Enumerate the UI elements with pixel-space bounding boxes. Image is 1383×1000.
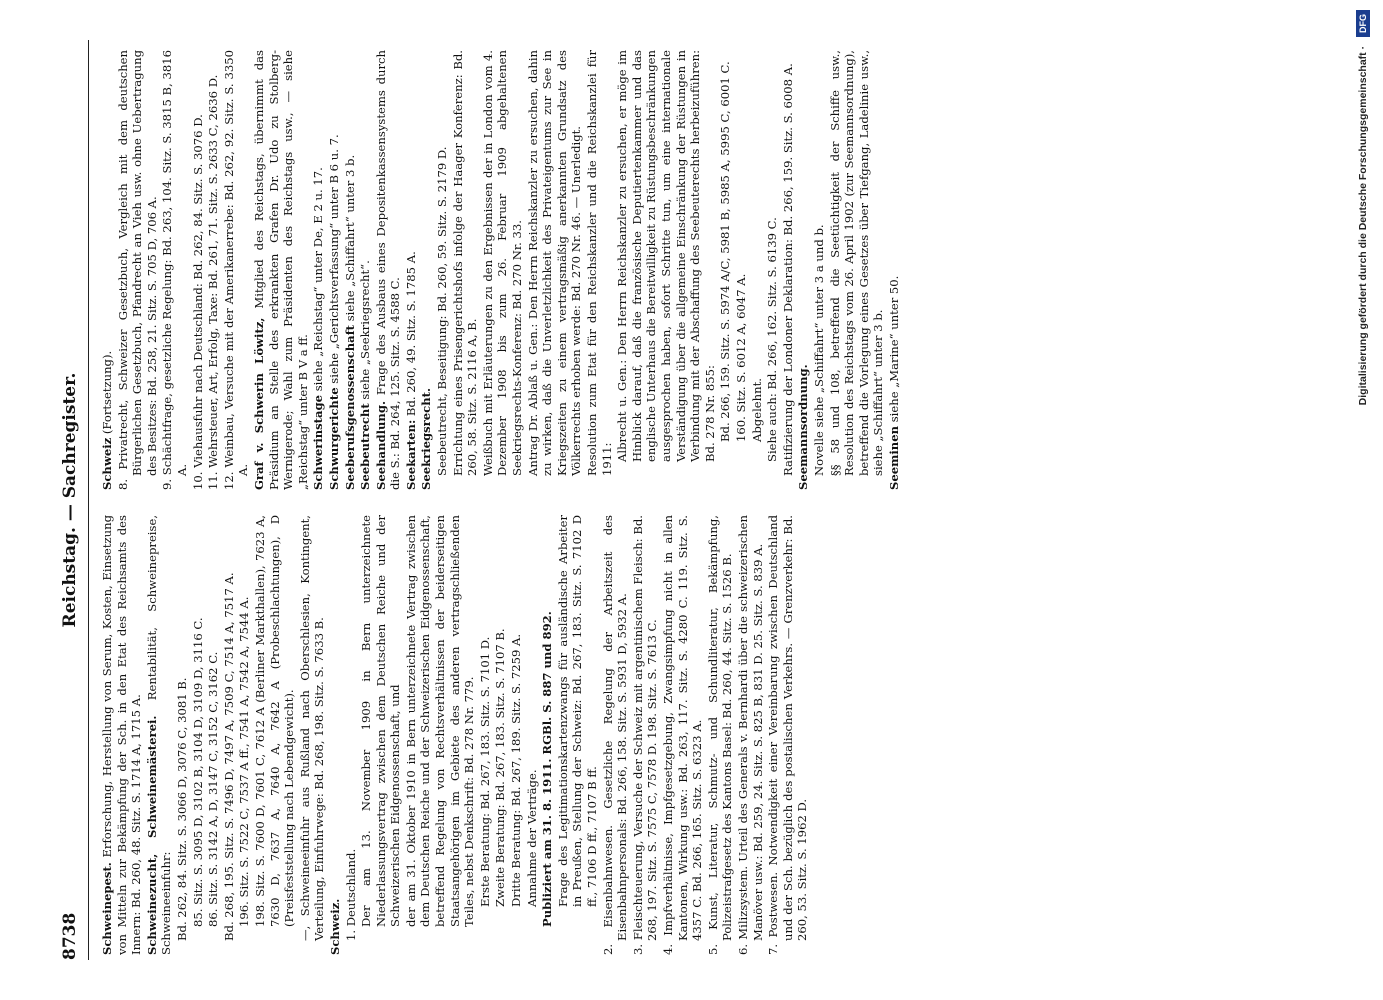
page-number: 8738: [60, 912, 80, 960]
index-entry: [766, 515, 810, 955]
index-entry: [781, 50, 796, 490]
entry-keyword: Schwerinstage: [311, 394, 326, 490]
index-entry: [828, 50, 886, 490]
entry-text: Weißbuch mit Erläuterungen zu den Ergebnissen der in London vom 4. Dezember 1908 bis zum 26. Februar 1909 abgehaltenen Seekriegsrechts-Konferenz: Bd. 270 Nr. 33.: [480, 50, 525, 476]
index-entry: [812, 50, 827, 490]
entry-text: Bd. 260, 49. Sitz. S. 1785 A.: [403, 251, 418, 417]
index-entry: [145, 515, 174, 955]
entry-keyword: Seeminen: [886, 425, 901, 490]
entry-text: 8. Privatrecht, Schweizer Gesetzbuch, Vergleich mit dem deutschen Bürgerlichen Gesetzbuch, Pfandrecht an Vieh usw. ohne Uebertragung des Besitzes: Bd. 258, 21. Sitz. S. 705 D, 706 A.: [115, 50, 159, 490]
entry-text: 85. Sitz. S. 3095 D, 3102 B, 3104 D, 3109 D, 3116 C.: [190, 617, 205, 927]
index-entry: [556, 515, 600, 955]
entry-text: 3. Fleischteuerung, Versuche der Schweiz mit argentinischem Fleisch: Bd. 268, 197. Sitz. S. 7575 C, 7578 D. 198. Sitz. S. 7613 C.: [630, 515, 660, 955]
index-entry: [100, 50, 115, 490]
credit-text: Digitalisierung gefördert durch die Deutsche Forschungsgemeinschaft ·: [1357, 45, 1369, 406]
index-entry: [631, 515, 660, 955]
entry-text: Der am 13. November 1909 in Bern unterzeichnete Niederlassungsvertrag zwischen dem Deutschen Reiche und der Schweizerischen Eidgenossenschaft, und: [359, 515, 403, 927]
entry-keyword: Seehandlung.: [373, 400, 388, 490]
index-entry: [765, 50, 780, 490]
entry-text: Frage des Legitimationskartenzwangs für ausländische Arbeiter in Preußen, Stellung der Schweiz: Bd. 267, 183. Sitz. S. 7102 D ff., 7106 D ff., 7107 B ff.: [555, 515, 599, 907]
index-entry: [191, 515, 206, 955]
entry-text: Mitglied des Reichstags, übernimmt das Präsidium an Stelle des erkrankten Grafen Dr. Udo zu Stolberg-Wernigerode; Wahl zum Präsidenten des Reichstags usw., — siehe „Reichstag“ unter B V a ff.: [251, 50, 310, 490]
entry-text: —, Schweineeinfuhr aus Rußland nach Oberschlesien, Kontingent, Verteilung, Einfuhrwege: Bd. 268, 198. Sitz. S. 7633 B.: [297, 515, 327, 941]
entry-keyword: Schweiz: [100, 437, 114, 490]
entry-text: siehe „Schiffahrt“ unter 3 b.: [342, 154, 357, 322]
entry-text: Dritte Beratung: Bd. 267, 189. Sitz. S. 7259 A.: [509, 633, 524, 907]
index-entry: [526, 50, 584, 490]
index-entry: [311, 50, 326, 490]
index-entry: [601, 515, 630, 955]
entry-text: 198. Sitz. S. 7600 D, 7601 C, 7612 A (Berliner Markthallen), 7623 A, 7630 D, 7637 A, 7640 A, 7642 A (Probeschlachtungen), D (Preisfeststellung nach Lebendgewicht).: [252, 515, 297, 927]
index-entry: [887, 50, 902, 490]
index-entry: [718, 50, 733, 490]
entry-text: siehe „Seekriegsrecht“.: [358, 260, 373, 400]
index-entry: [253, 515, 297, 955]
entry-keyword: Seekriegsrecht.: [419, 387, 434, 490]
entry-text: 160. Sitz. S. 6012 A, 6047 A.: [733, 273, 748, 442]
index-entry: [344, 515, 359, 955]
entry-text: 1. Deutschland.: [343, 848, 358, 941]
entry-keyword: Publiziert am 31. 8. 1911. RGBl. S. 887 und 892.: [540, 611, 555, 927]
entry-text: Antrag Dr. Ablaß u. Gen.: Den Herrn Reichskanzler zu ersuchen, dahin zu wirken, daß die Unverletzlichkeit des Privateigentums zur See in Kriegszeiten zu einem vertragsmäßig anerkannten Grundsatz des Völkerrechts erhoben werde: Bd. 270 Nr. 46. — Unerledigt.: [525, 50, 584, 476]
entry-text: 6. Milizsystem. Urteil des Generals v. Bernhardi über die schweizerischen Manöver usw.: Bd. 259, 24. Sitz. S. 825 B, 831 D. 25. Sitz. S. 839 A.: [735, 515, 765, 955]
index-entry: [661, 515, 705, 955]
entry-text: 2. Eisenbahnwesen. Gesetzliche Regelung der Arbeitszeit des Eisenbahnpersonals: Bd. 266, 158. Sitz. S. 5931 D, 5932 A.: [600, 515, 630, 955]
index-entry: [160, 50, 189, 490]
index-entry: [525, 515, 540, 955]
index-entry: [116, 50, 160, 490]
entry-keyword: Graf v. Schwerin Löwitz,: [251, 317, 266, 490]
index-entry: [206, 515, 221, 955]
index-entry: [585, 50, 614, 490]
entry-text: Erforschung, Herstellung von Serum, Kosten, Einsetzung von Mitteln zur Bekämpfung der Sch. in den Etat des Reichsamts des Innern: Bd. 260, 48. Sitz. S. 1714 A, 1715 A.: [100, 515, 144, 955]
index-entry: [750, 50, 765, 490]
entry-text: Resolution zum Etat für den Reichskanzler und die Reichskanzlei für 1911:: [585, 50, 614, 476]
entry-text: 5. Kunst, Literatur, Schmutz- und Schundliteratur, Bekämpfung, Polizeistrafgesetz des Kantons Basel: Bd. 260, 44. Sitz. S. 1526 B.: [705, 515, 735, 955]
index-entry: [736, 515, 765, 955]
entry-text: §§ 58 und 108, betreffend die Seetüchtigkeit der Schiffe usw., Resolution des Reichstags vom 26. April 1902 (zur Seemannsordnung), betreffend die Vorlegung eines Gesetzes über Tiefgang, Ladelinie usw., siehe „Schiffahrt“ unter 3 b.: [827, 50, 886, 476]
index-entry: [328, 515, 343, 955]
entry-text: siehe „Marine“ unter 50.: [886, 275, 901, 423]
index-entry: [419, 50, 434, 490]
index-entry: [252, 50, 310, 490]
entry-text: Frage des Ausbaus eines Depositenkassensystems durch die S.: Bd. 264, 125. Sitz. S. 4588 C.: [373, 50, 403, 490]
index-entry: [493, 515, 508, 955]
page-header: [48, 40, 89, 960]
entry-keyword: Seekarten:: [403, 419, 418, 490]
entry-keyword: Seeberufsgenossenschaft: [342, 324, 357, 490]
index-entry: [374, 50, 403, 490]
dfg-logo: DFG: [1356, 10, 1370, 37]
index-entry: [478, 515, 493, 955]
entry-text: Siehe auch: Bd. 266, 162. Sitz. S. 6139 C.: [765, 217, 780, 462]
entry-text: 10. Viehausfuhr nach Deutschland: Bd. 262, 84. Sitz. S. 3076 D.: [190, 114, 205, 490]
left-column: [100, 515, 1330, 955]
entry-text: Zweite Beratung: Bd. 267, 183. Sitz. S. 7107 B.: [493, 628, 508, 907]
entry-text: siehe „Gerichtsverfassung“ unter B 6 u. 7.: [326, 134, 341, 384]
index-entry: [451, 50, 480, 490]
entry-text: Erste Beratung: Bd. 267, 183. Sitz. S. 7101 D.: [477, 636, 492, 907]
index-entry: [206, 50, 221, 490]
entry-keyword: Seemannsordnung.: [796, 364, 811, 490]
entry-keyword: Schweiz.: [327, 898, 342, 955]
entry-text: Bd. 268, 195. Sitz. S. 7496 D, 7497 A, 7509 C, 7514 A, 7517 A.: [221, 572, 236, 941]
entry-text: 4. Impfverhältnisse, Impfgesetzgebung, Zwangsimpfung nicht in allen Kantonen, Wirkung usw.: Bd. 263, 117. Sitz. S. 4280 C. 119. Sitz. S. 4357 C. Bd. 266, 165. Sitz. S. 6323 A.: [660, 515, 705, 955]
index-entry: [481, 50, 525, 490]
entry-text: 12. Weinbau, Versuche mit der Amerikanerrebe: Bd. 262, 92. Sitz. S. 3350 A.: [221, 50, 251, 490]
index-entry: [706, 515, 735, 955]
entry-keyword: Schweinepest.: [100, 862, 114, 955]
entry-text: Errichtung eines Prisengerichtshofs infolge der Haager Konferenz: Bd. 260, 58. Sitz. S. 2116 A, B.: [450, 50, 480, 476]
index-entry: [359, 515, 403, 955]
index-entry: [404, 50, 419, 490]
index-entry: [237, 515, 252, 955]
index-entry: [222, 50, 251, 490]
index-entry: [191, 50, 206, 490]
entry-text: 9. Schächtfrage, gesetzliche Regelung: Bd. 263, 104. Sitz. S. 3815 B, 3816 A.: [160, 50, 189, 490]
index-entry: [175, 515, 190, 955]
index-entry: [435, 50, 450, 490]
index-entry: [796, 50, 811, 490]
index-entry: [298, 515, 327, 955]
index-entry: [404, 515, 477, 955]
entry-text: siehe „Reichstag“ unter De, E 2 u. 17.: [311, 167, 326, 392]
entry-text: Abgelehnt.: [749, 378, 764, 442]
index-entry: [615, 50, 717, 490]
index-entry: [222, 515, 237, 955]
entry-text: 196. Sitz. S. 7522 C, 7537 A ff., 7541 A, 7542 A, 7544 A.: [237, 596, 252, 927]
entry-text: Rentabilität, Schweinepreise, Schweineeinfuhr:: [144, 515, 174, 955]
entry-text: 7. Postwesen. Notwendigkeit einer Vereinbarung zwischen Deutschland und der Sch. bezüglich des postalischen Verkehrs. — Grenzverkehr: Bd. 260, 53. Sitz. S. 1962 D.: [766, 515, 810, 955]
index-entry: [343, 50, 358, 490]
entry-text: Albrecht u. Gen.: Den Herrn Reichskanzler zu ersuchen, er möge im Hinblick darauf, daß die französische Deputiertenkammer und das englische Unterhaus die Bereitwilligkeit zu Rüstungsbeschränkungen ausgesprochen haben, sofort Schritte tun, um eine internationale Verständigung über die allgemeine Einschränkung der Rüstungen in Verbindung mit der Abschaffung des Seebeuterechts herbeizuführen: Bd. 278 Nr. 855:: [615, 50, 717, 462]
digitization-credit: [1350, 10, 1376, 990]
entry-text: Annahme der Verträge.: [524, 769, 539, 907]
entry-text: Seebeutrecht, Beseitigung: Bd. 260, 59. Sitz. S. 2179 D.: [435, 146, 450, 476]
entry-text: Bd. 266, 159. Sitz. S. 5974 A/C, 5981 B, 5985 A, 5995 C, 6001 C.: [718, 61, 733, 442]
index-entry: [358, 50, 373, 490]
entry-text: Bd. 262, 84. Sitz. S. 3066 D, 3076 C, 3081 B.: [174, 677, 189, 941]
entry-text: 11. Wehrsteuer, Art, Erfolg, Taxe: Bd. 261, 71. Sitz. S. 2633 C, 2636 D.: [206, 74, 221, 490]
entry-text: (Fortsetzung).: [100, 350, 114, 435]
entry-text: Novelle siehe „Schiffahrt“ unter 3 a und b.: [811, 224, 826, 476]
index-entry: [734, 50, 749, 490]
entry-text: der am 31. Oktober 1910 in Bern unterzeichnete Vertrag zwischen dem Deutschen Reiche und der Schweizerischen Eidgenossenschaft, betreffend Regelung von Rechtsverhältnissen der beiderseitigen Staatsangehörigen im Gebiete des anderen vertragschließenden Teiles, nebst Denkschrift: Bd. 278 Nr. 779.: [403, 515, 477, 927]
entry-text: 86. Sitz. S. 3142 A, D, 3147 C, 3152 C, 3162 C.: [206, 651, 221, 927]
entry-keyword: Schwurgerichte: [326, 387, 341, 490]
index-entry: [100, 515, 144, 955]
entry-text: Ratifizierung der Londoner Deklaration: Bd. 266, 159. Sitz. S. 6008 A.: [780, 63, 795, 476]
entry-keyword: Schweinezucht, Schweinemästerei.: [144, 715, 159, 955]
entry-keyword: Seebeutrecht: [358, 403, 373, 490]
right-column: [100, 50, 1330, 490]
page-title: Reichstag. — Sachregister.: [60, 372, 80, 628]
index-entry: [509, 515, 524, 955]
index-entry: [540, 515, 555, 955]
index-entry: [327, 50, 342, 490]
